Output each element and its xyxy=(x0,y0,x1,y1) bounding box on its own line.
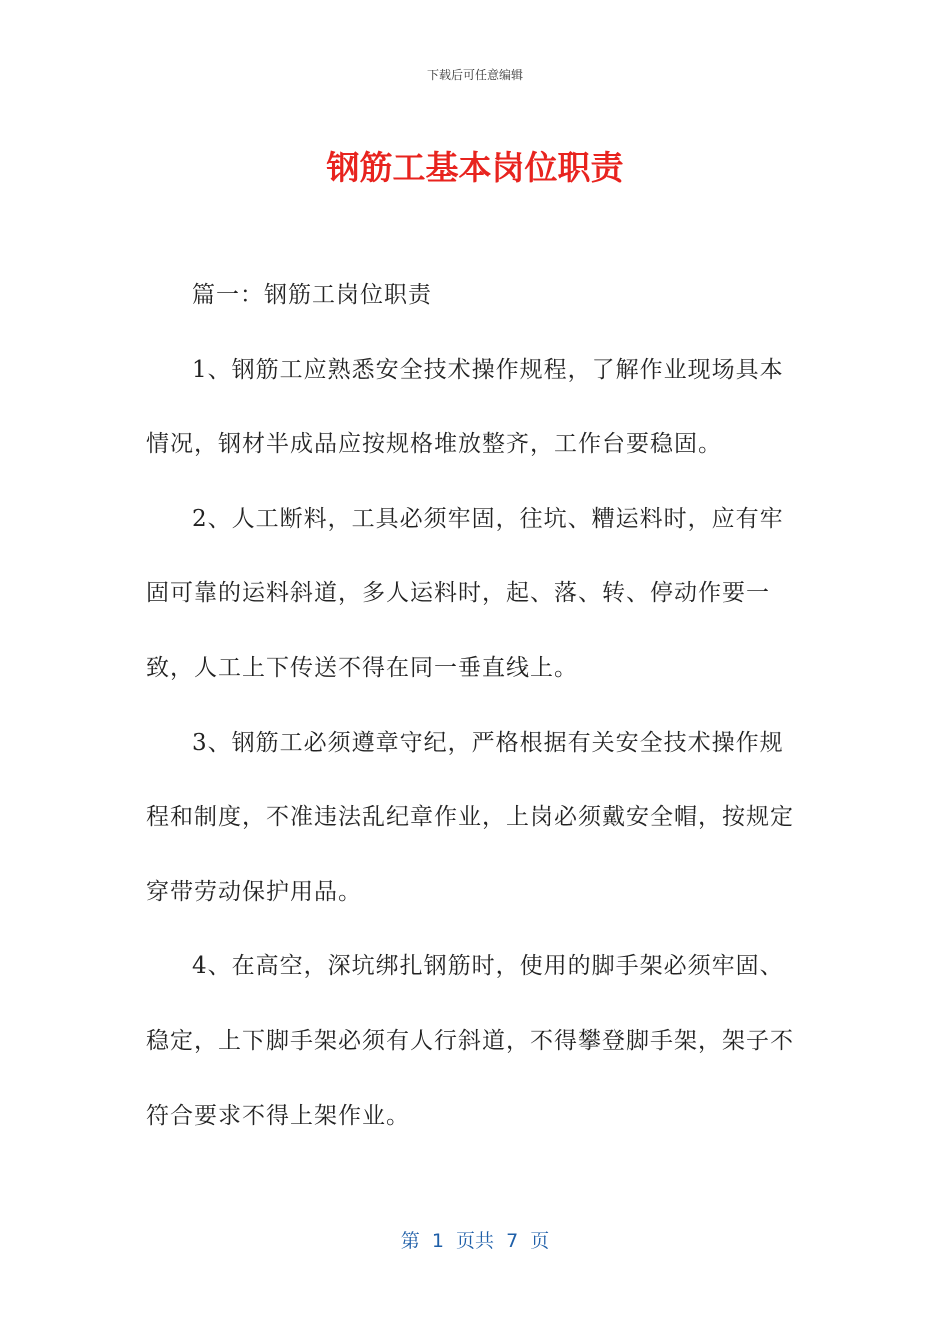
paragraph-4: 4、在高空，深坑绑扎钢筋时，使用的脚手架必须牢固、稳定，上下脚手架必须有人行斜道，不得攀登脚手架，架子不符合要求不得上架作业。 xyxy=(146,953,794,1129)
document-body xyxy=(146,258,806,1153)
header-note: 下载后可任意编辑 xyxy=(426,68,523,82)
paragraph-3: 3、钢筋工必须遵章守纪，严格根据有关安全技术操作规程和制度，不准违法乱纪章作业，上岗必须戴安全帽，按规定穿带劳动保护用品。 xyxy=(146,729,794,905)
paragraph-1: 1、钢筋工应熟悉安全技术操作规程，了解作业现场具本情况，钢材半成品应按规格堆放整齐，工作台要稳固。 xyxy=(146,356,784,458)
page-footer: 第 1 页共 7 页 xyxy=(400,1230,550,1252)
section-heading: 篇一：钢筋工岗位职责 xyxy=(192,282,432,308)
document-title: 钢筋工基本岗位职责 xyxy=(326,148,624,187)
paragraph-2: 2、人工断料，工具必须牢固，往坑、糟运料时，应有牢固可靠的运料斜道，多人运料时，起、落、转、停动作要一致，人工上下传送不得在同一垂直线上。 xyxy=(146,505,784,681)
